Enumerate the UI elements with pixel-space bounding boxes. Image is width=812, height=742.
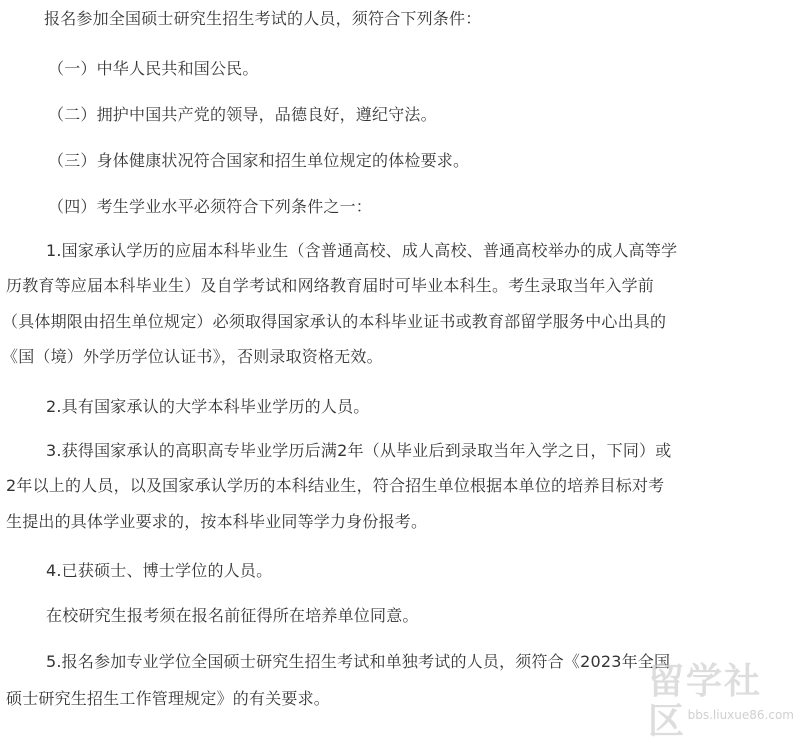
item-3-line-2: 2年以上的人员，以及国家承认学历的本科结业生，符合招生单位根据本单位的培养目标对考 (6, 476, 665, 495)
condition-4: （四）考生学业水平必须符合下列条件之一： (48, 197, 373, 216)
condition-1: （一）中华人民共和国公民。 (48, 59, 259, 78)
item-1-line-2: 历教育等应届本科毕业生）及自学考试和网络教育届时可毕业本科生。考生录取当年入学前 (6, 276, 655, 295)
item-1-line-1: 1.国家承认学历的应届本科毕业生（含普通高校、成人高校、普通高校举办的成人高等学 (46, 241, 678, 260)
condition-2: （二）拥护中国共产党的领导，品德良好，遵纪守法。 (48, 105, 437, 124)
item-4: 4.已获硕士、博士学位的人员。 (46, 561, 273, 580)
item-3-line-1: 3.获得国家承认的高职高专毕业学历后满2年（从毕业后到录取当年入学之日，下同）或 (46, 441, 672, 460)
item-1-line-3: （具体期限由招生单位规定）必须取得国家承认的本科毕业证书或教育部留学服务中心出具的 (2, 312, 667, 331)
item-3-line-3: 生提出的具体学业要求的，按本科毕业同等学力身份报考。 (6, 512, 428, 531)
intro-line: 报名参加全国硕士研究生招生考试的人员，须符合下列条件： (44, 9, 482, 28)
item-5-line-1: 5.报名参加专业学位全国硕士研究生招生考试和单独考试的人员，须符合《2023年全国 (46, 652, 671, 671)
item-2: 2.具有国家承认的大学本科毕业学历的人员。 (46, 397, 370, 416)
note-line: 在校研究生报考须在报名前征得所在培养单位同意。 (46, 606, 419, 625)
watermark-name: 留学社区 (648, 661, 763, 742)
item-1-line-4: 《国（境）外学历学位认证书》，否则录取资格无效。 (2, 347, 383, 366)
watermark-url: bbs.liuxue86.com (687, 708, 794, 722)
condition-3: （三）身体健康状况符合国家和招生单位规定的体检要求。 (48, 151, 470, 170)
item-5-line-2: 硕士研究生招生工作管理规定》的有关要求。 (6, 689, 331, 708)
